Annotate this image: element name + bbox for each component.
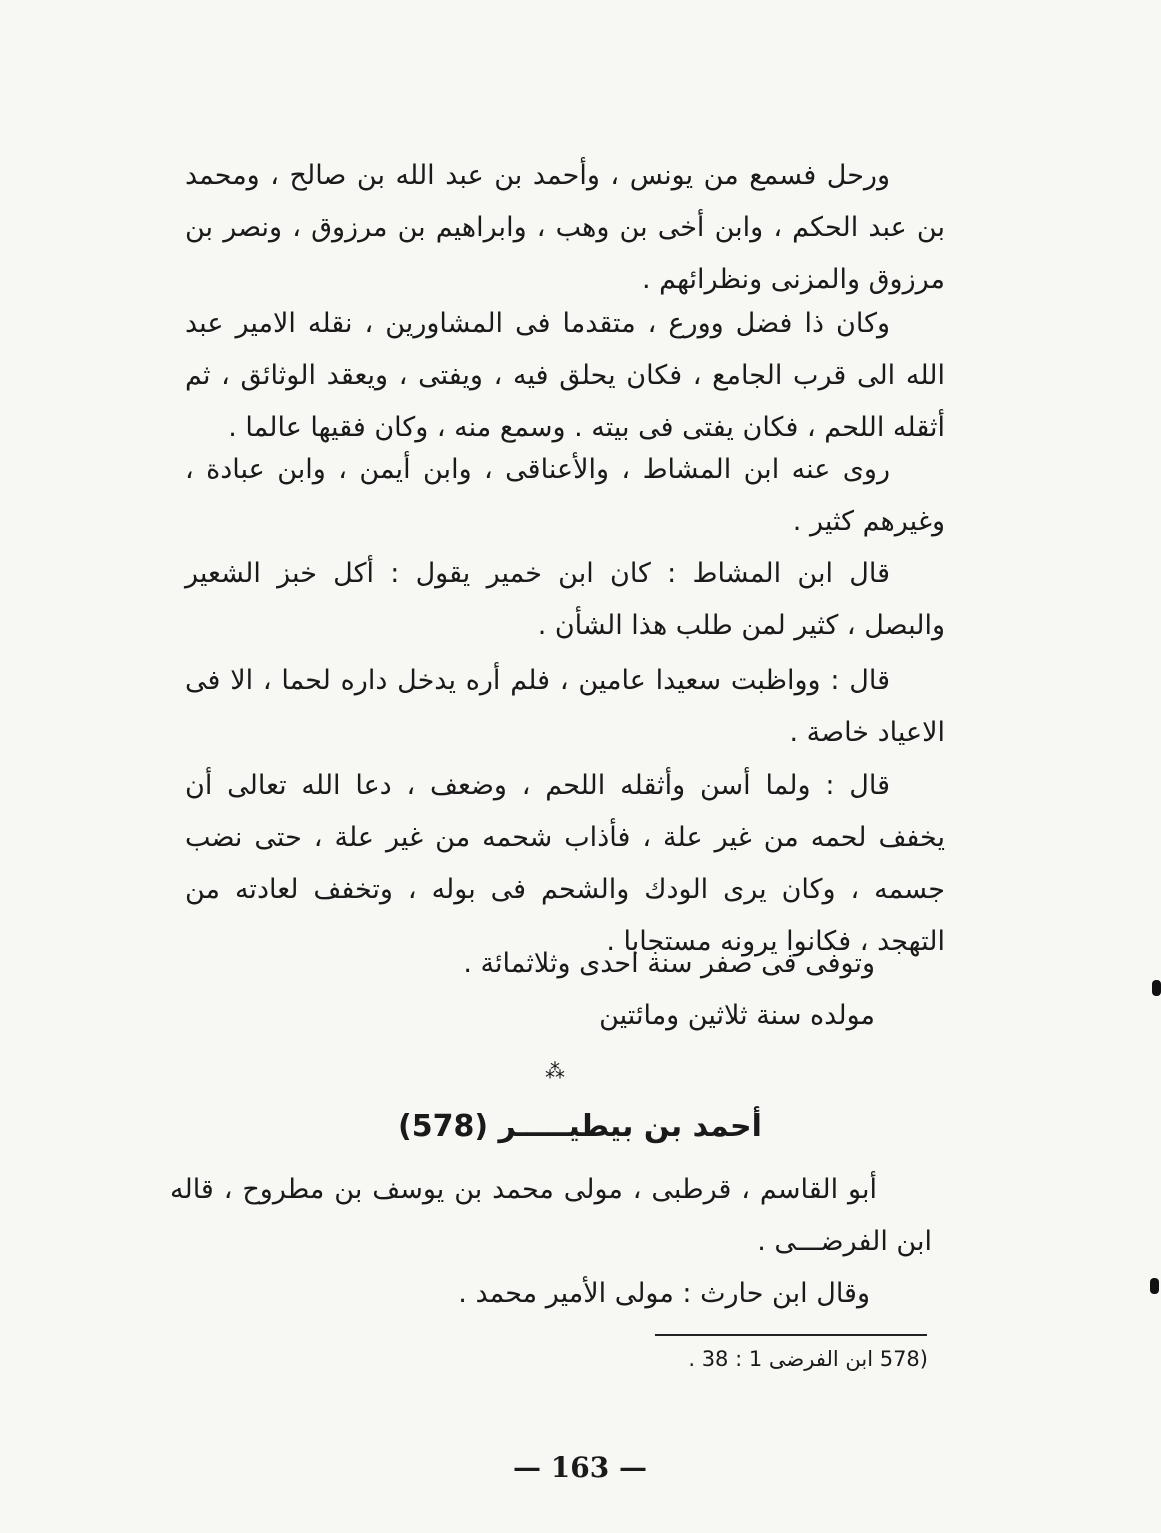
death-date-line: وتوفى فى صفر سنة احدى وثلاثمائة .	[463, 948, 875, 979]
paragraph-2-text: وكان ذا فضل وورع ، متقدما فى المشاورين ، نقله الامير عبد الله الى قرب الجامع ، فكان يحلق فيه ، ويفتى ، ويعقد الوثائق ، ثم أثقله اللحم ، فكان يفتى فى بيته . وسمع منه ، وكان فقيها عالما .	[185, 308, 945, 443]
binding-hole-mark	[1152, 980, 1161, 996]
paragraph-9	[170, 1164, 932, 1268]
paragraph-6-text: قال : ولما أسن وأثقله اللحم ، وضعف ، دعا الله تعالى أن يخفف لحمه من غير علة ، فأذاب شحمه من غير علة ، حتى نضب جسمه ، وكان يرى الودك والشحم فى بوله ، وتخفف لعادته من التهجد ، فكانوا يرونه مستجابا .	[185, 770, 945, 957]
section-separator: ⁂	[545, 1059, 565, 1083]
footnote-divider	[655, 1334, 927, 1336]
paragraph-3-text: روى عنه ابن المشاط ، والأعناقى ، وابن أيمن ، وابن عبادة ، وغيرهم كثير .	[185, 454, 945, 537]
birth-date-line: مولده سنة ثلاثين ومائتين	[599, 1000, 875, 1031]
footnote: (578 ابن الفرضى 1 : 38 .	[688, 1347, 928, 1371]
paragraph-1	[185, 150, 945, 306]
entry-heading: أحمد بن بيطيـــــر (578)	[398, 1109, 762, 1144]
paragraph-4-text: قال ابن المشاط : كان ابن خمير يقول : أكل خبز الشعير والبصل ، كثير لمن طلب هذا الشأن .	[185, 558, 945, 641]
paragraph-5	[185, 655, 945, 759]
paragraph-10: وقال ابن حارث : مولى الأمير محمد .	[458, 1278, 870, 1309]
paragraph-5-text: قال : وواظبت سعيدا عامين ، فلم أره يدخل داره لحما ، الا فى الاعياد خاصة .	[185, 665, 945, 748]
binding-hole-mark	[1150, 1278, 1159, 1294]
paragraph-2	[185, 298, 945, 454]
paragraph-6	[185, 760, 945, 968]
paragraph-9-text: أبو القاسم ، قرطبى ، مولى محمد بن يوسف بن مطروح ، قاله ابن الفرضـــى .	[170, 1174, 932, 1257]
paragraph-3	[185, 444, 945, 548]
paragraph-1-text: ورحل فسمع من يونس ، وأحمد بن عبد الله بن صالح ، ومحمد بن عبد الحكم ، وابن أخى بن وهب ، وابراهيم بن مرزوق ، ونصر بن مرزوق والمزنى ونظرائهم .	[185, 160, 945, 295]
page-number: — 163 —	[513, 1451, 647, 1484]
paragraph-4	[185, 548, 945, 652]
